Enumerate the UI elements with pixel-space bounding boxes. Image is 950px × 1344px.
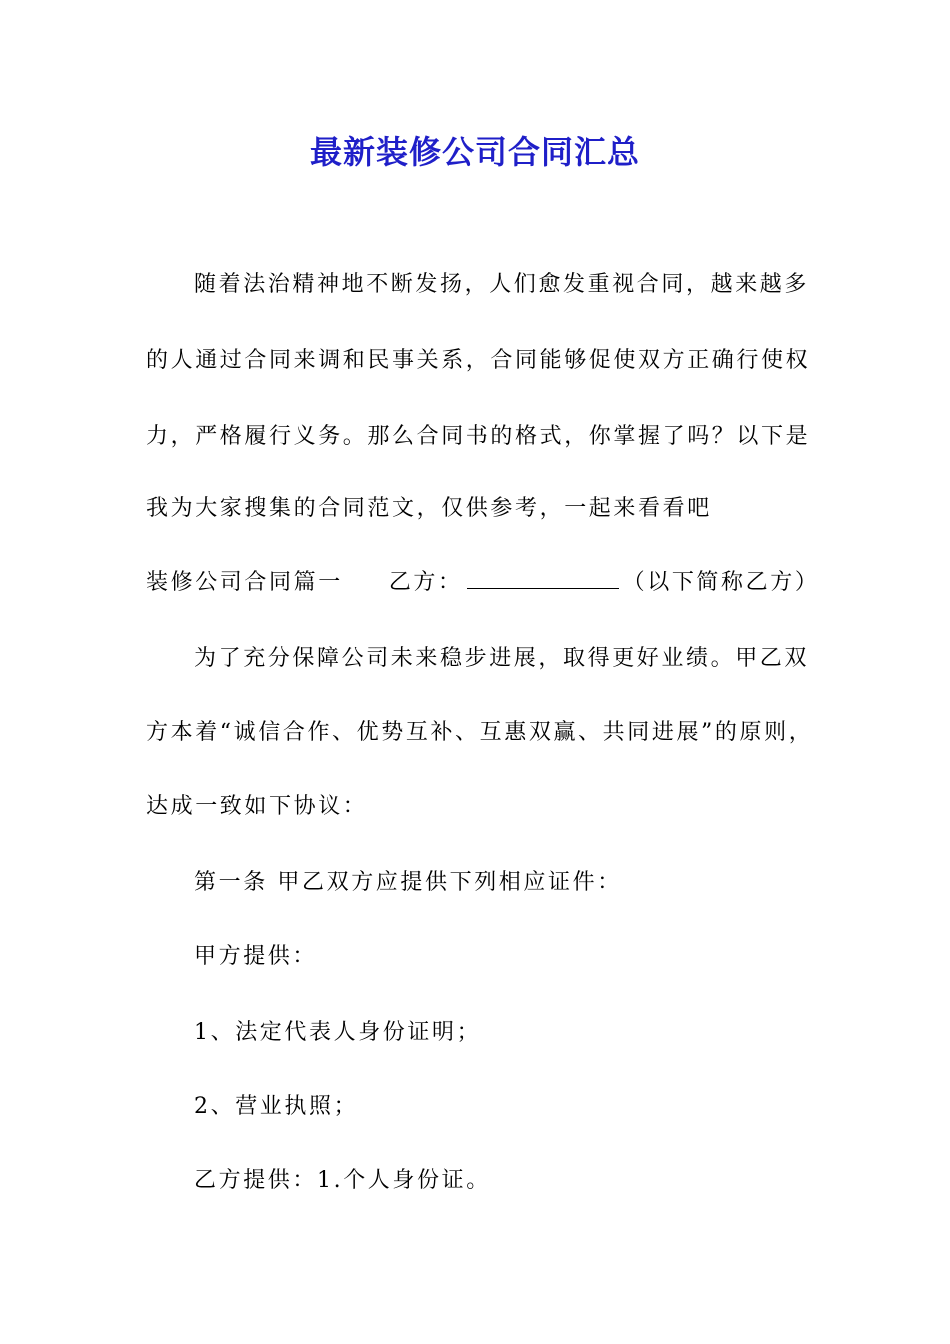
party-a-item: 1、法定代表人身份证明；	[194, 1020, 482, 1045]
purpose-line: 方本着“诚信合作、优势互补、互惠双赢、共同进展”的原则，	[146, 720, 814, 745]
party-a-item: 2、营业执照；	[194, 1094, 359, 1119]
intro-line: 力，严格履行义务。那么合同书的格式，你掌握了吗？以下是	[146, 424, 811, 449]
party-b-label: 乙方：	[388, 570, 463, 595]
party-b-suffix: （以下简称乙方）	[622, 570, 820, 595]
section-heading-row	[146, 568, 819, 598]
party-b-provides: 乙方提供：1.个人身份证。	[194, 1168, 491, 1193]
purpose-line: 达成一致如下协议：	[146, 794, 368, 819]
party-b-blank	[467, 570, 619, 589]
intro-line: 我为大家搜集的合同范文，仅供参考，一起来看看吧	[146, 496, 712, 521]
article-one: 第一条 甲乙双方应提供下列相应证件：	[194, 870, 622, 895]
party-a-provides: 甲方提供：	[194, 944, 318, 969]
section-heading: 装修公司合同篇一	[146, 570, 343, 595]
purpose-line: 为了充分保障公司未来稳步进展，取得更好业绩。甲乙双	[194, 646, 810, 671]
intro-line: 的人通过合同来调和民事关系，合同能够促使双方正确行使权	[146, 348, 811, 373]
document-title: 最新装修公司合同汇总	[309, 133, 640, 171]
intro-line: 随着法治精神地不断发扬，人们愈发重视合同，越来越多	[194, 272, 810, 297]
